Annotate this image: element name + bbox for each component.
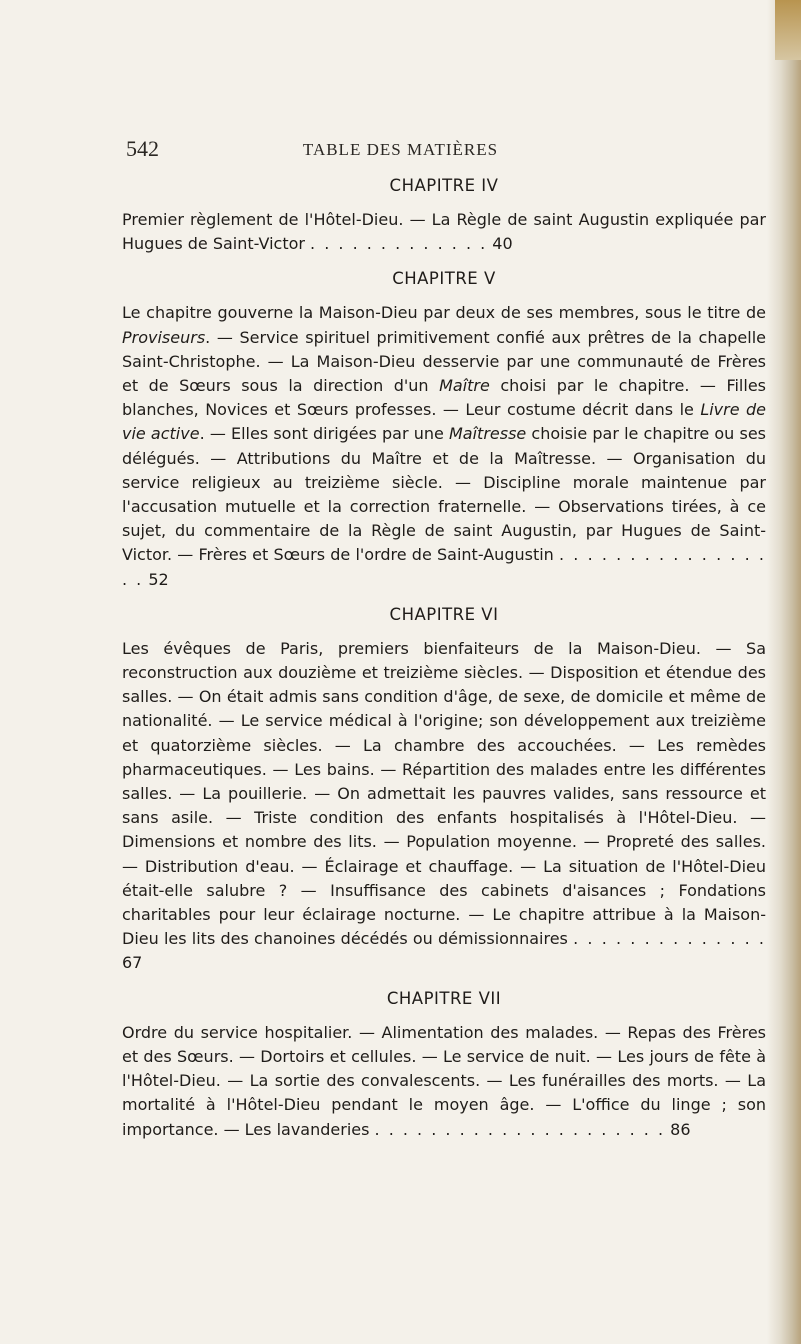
chapter-title: CHAPITRE IV bbox=[389, 176, 499, 195]
chapter-summary bbox=[122, 301, 766, 591]
summary-text: Ordre du service hospitalier. — Alimentation des malades. — Repas des Frères et des Sœurs. — Dortoirs et cellules. — Le service de nuit. — Les jours de fête à l'Hôtel-Dieu. — La sortie des convalescents. — Les funérailles des morts. — La mortalité à l'Hôtel-Dieu pendant le moyen âge. — L'office du linge ; son importance. — Les lavanderies bbox=[122, 1022, 766, 1139]
running-title: TABLE DES MATIÈRES bbox=[302, 140, 499, 159]
page-reference: 52 bbox=[148, 569, 169, 589]
chapter-title: CHAPITRE VII bbox=[386, 988, 502, 1008]
italic-term: Proviseurs bbox=[122, 327, 206, 347]
summary-text: Premier règlement de l'Hôtel-Dieu. — La Règle de saint Augustin expliquée par Hugues de Saint-Victor bbox=[122, 210, 766, 254]
dot-leader: . . . . . . . . . . . . . . . . . . . . . bbox=[374, 1119, 666, 1139]
chapter-iv bbox=[122, 176, 766, 256]
summary-text: Le chapitre gouverne la Maison-Dieu par deux de ses membres, sous le titre de bbox=[122, 303, 766, 323]
page-reference: 67 bbox=[122, 953, 143, 973]
page-header bbox=[0, 136, 801, 166]
chapter-summary bbox=[122, 637, 766, 976]
chapter-v bbox=[122, 269, 766, 591]
dot-leader: . . . . . . . . . . . . . bbox=[310, 234, 488, 254]
summary-text: choisie par le chapitre ou ses délégués. — Attributions du Maître et de la Maîtresse. — Organisation du service religieux au treizième siècle. — Discipline morale maintenue par l'accusation mutuelle et la correction fraternelle. — Observations tirées, à ce sujet, du commentaire de la Règle de saint Augustin, par Hugues de Saint-Victor. — Frères et Sœurs de l'ordre de Saint-Augustin bbox=[122, 424, 766, 565]
summary-text: choisi par le chapitre. — Filles blanches, Novices et Sœurs professes. — Leur costume décrit dans le bbox=[122, 376, 766, 420]
page-corner-stain bbox=[775, 0, 801, 60]
italic-term: Maître bbox=[439, 376, 490, 396]
italic-term: Livre de vie active bbox=[122, 400, 767, 444]
summary-text: . — Service spirituel primitivement confié aux prêtres de la chapelle Saint-Christophe. — La Maison-Dieu desservie par une communauté de Frères et de Sœurs sous la direction d'un bbox=[122, 327, 766, 396]
page-reference: 86 bbox=[670, 1119, 691, 1139]
chapter-summary bbox=[122, 208, 766, 256]
chapter-summary bbox=[122, 1021, 766, 1142]
page-reference: 40 bbox=[492, 234, 513, 254]
chapter-title: CHAPITRE V bbox=[392, 269, 496, 289]
dot-leader: . . . . . . . . . . . . . . . . . bbox=[122, 545, 767, 589]
page-number: 542 bbox=[126, 136, 159, 161]
chapter-vii bbox=[122, 989, 766, 1142]
dot-leader: . . . . . . . . . . . . . . bbox=[573, 929, 767, 949]
chapter-vi bbox=[122, 605, 766, 976]
table-of-contents bbox=[122, 176, 766, 1155]
summary-text: Les évêques de Paris, premiers bienfaiteurs de la Maison-Dieu. — Sa reconstruction aux douzième et treizième siècles. — Disposition et étendue des salles. — On était admis sans condition d'âge, de sexe, de domicile et même de nationalité. — Le service médical à l'origine; son développement aux treizième et quatorzième siècles. — La chambre des accouchées. — Les remèdes pharmaceutiques. — Les bains. — Répartition des malades entre les différentes salles. — La pouillerie. — On admettait les pauvres valides, sans ressource et sans asile. — Triste condition des enfants hospitalisés à l'Hôtel-Dieu. — Dimensions et nombre des lits. — Population moyenne. — Propreté des salles. — Distribution d'eau. — Éclairage et chauffage. — La situation de l'Hôtel-Dieu était-elle salubre ? — Insuffisance des cabinets d'aisances ; Fondations charitables pour leur éclairage nocturne. — Le chapitre attribue à la Maison-Dieu les lits des chanoines décédés ou démissionnaires bbox=[122, 638, 766, 949]
page-edge-shadow bbox=[767, 0, 801, 1344]
italic-term: Maîtresse bbox=[448, 424, 527, 444]
summary-text: . — Elles sont dirigées par une bbox=[199, 424, 449, 444]
chapter-title: CHAPITRE VI bbox=[389, 604, 499, 624]
